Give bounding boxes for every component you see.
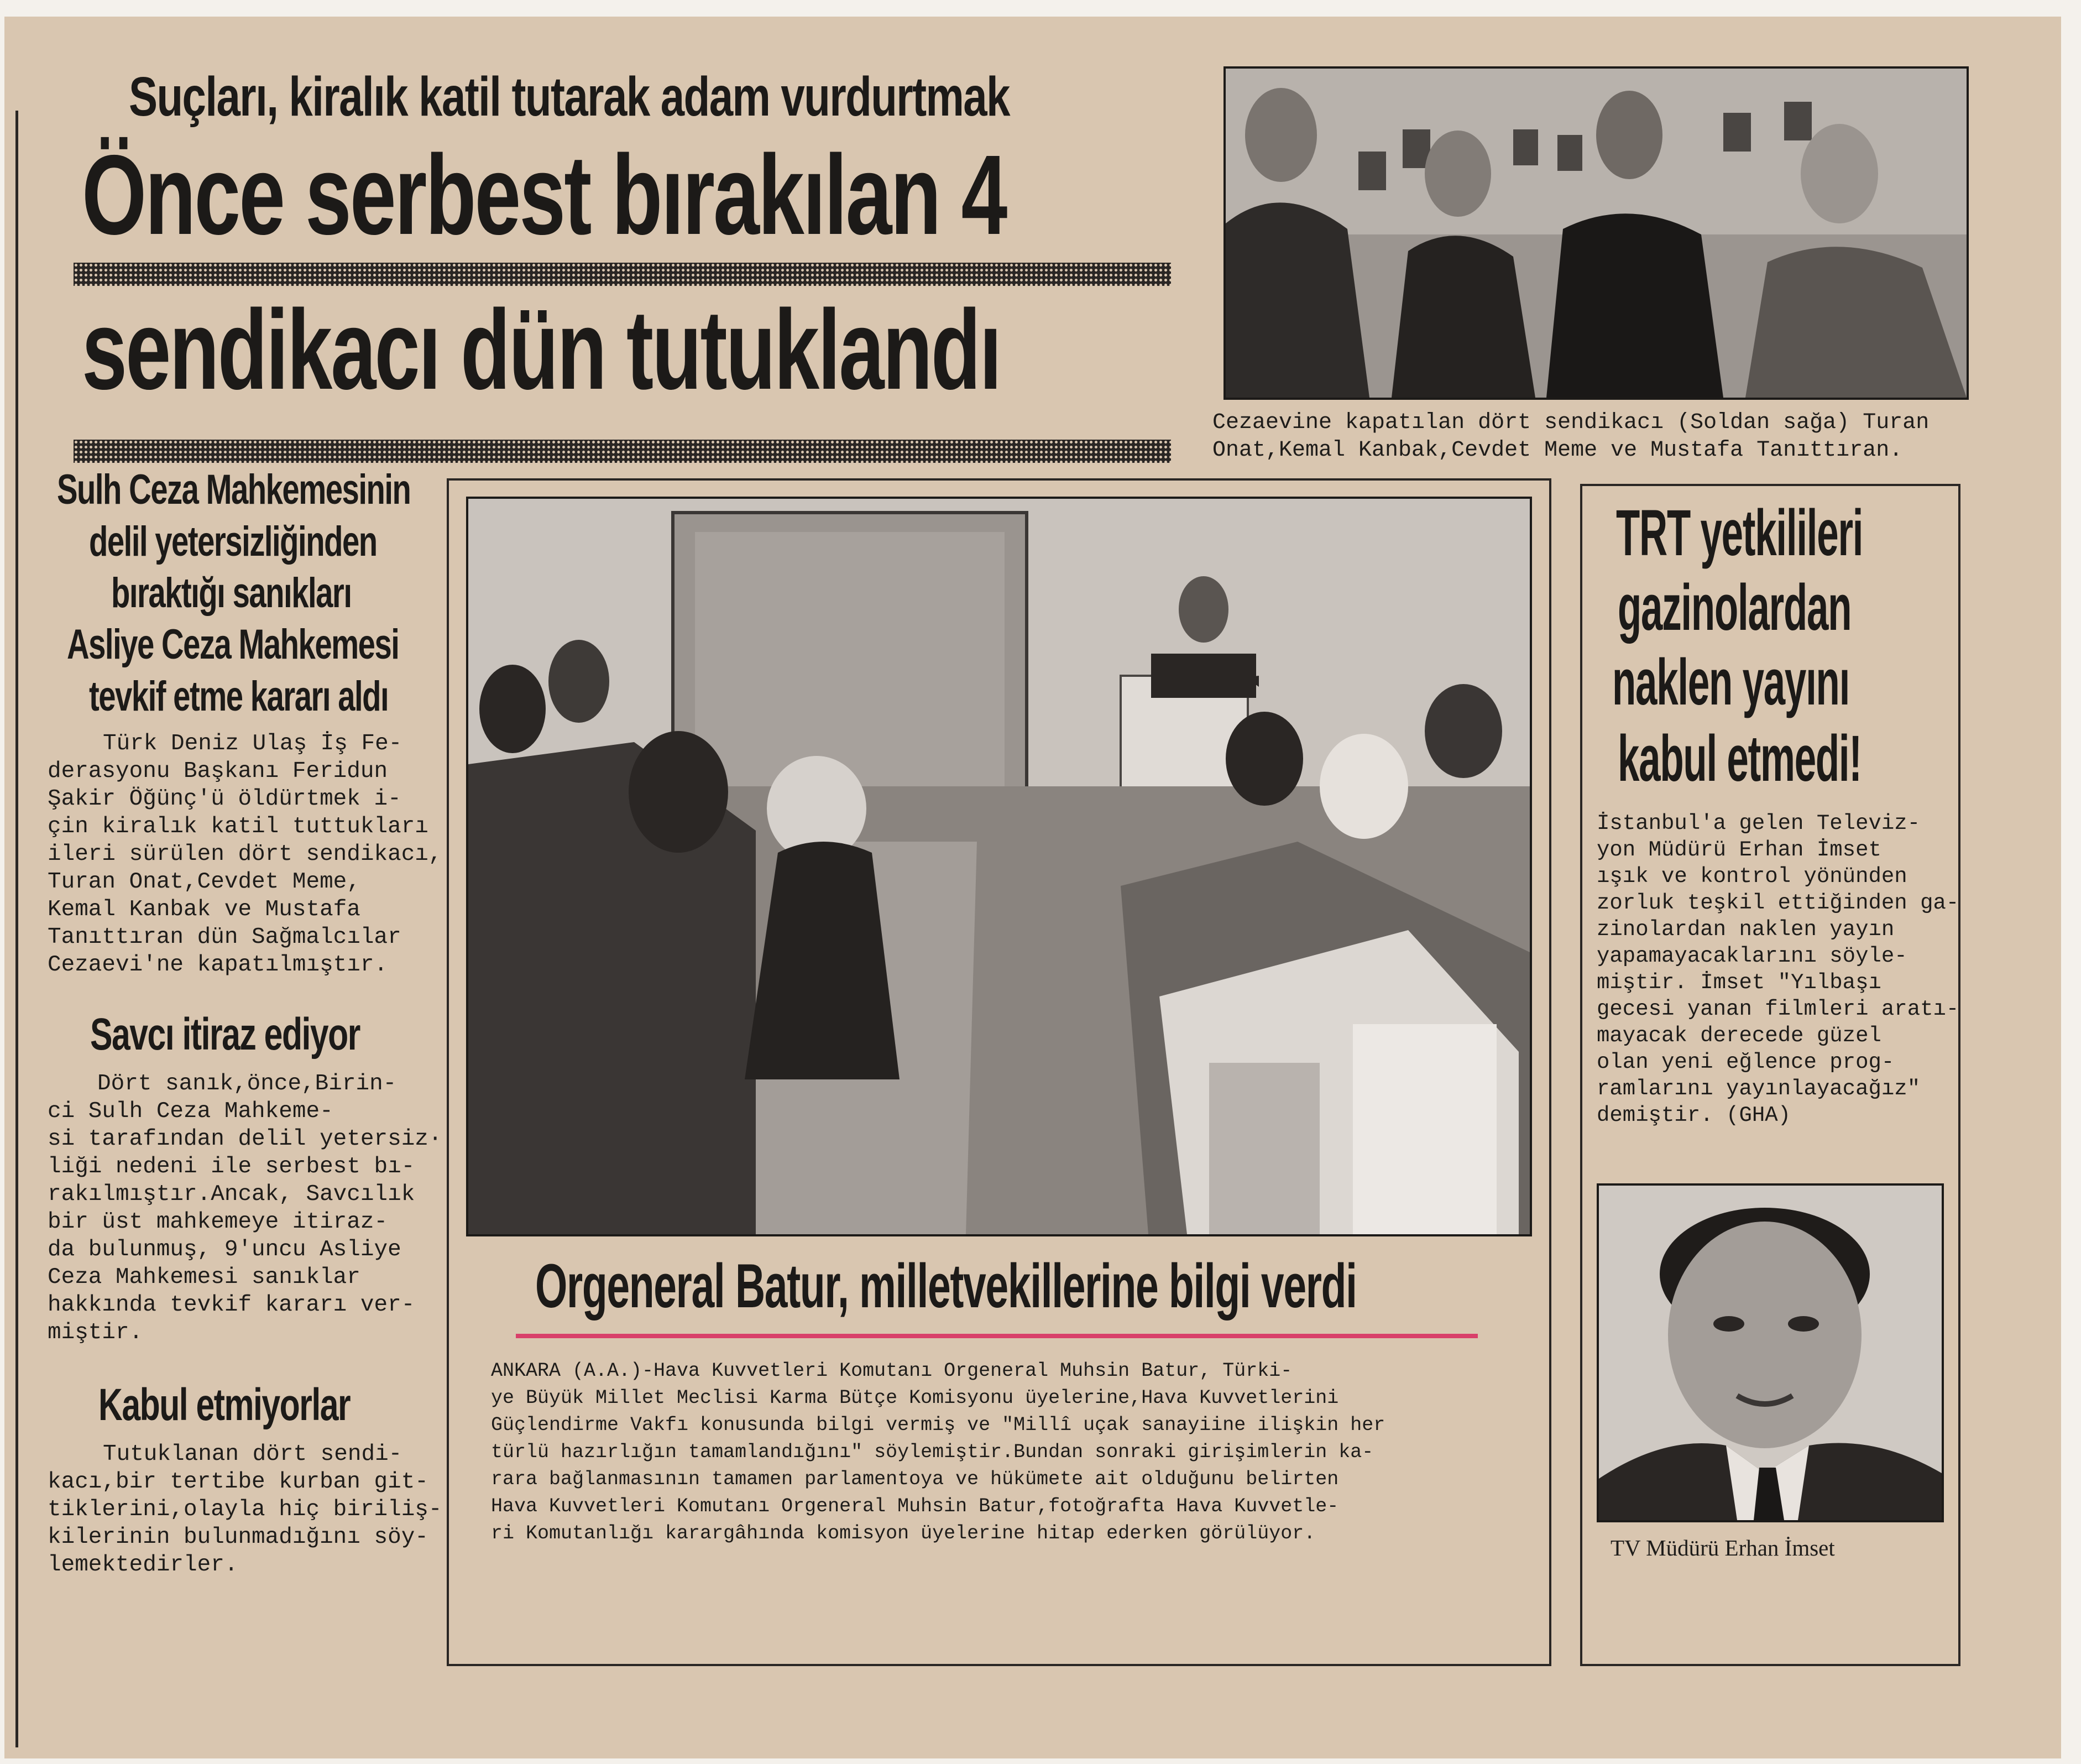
left-para1-line: Kemal Kanbak ve Mustafa	[48, 897, 360, 922]
right-body-line: ramlarını yayınlayacağız"	[1597, 1077, 1921, 1101]
right-body-line: yon Müdürü Erhan İmset	[1597, 838, 1881, 862]
left-para1-line: çin kiralık katil tuttukları	[48, 814, 428, 839]
right-body-line: gecesi yanan filmleri aratı-	[1597, 997, 1959, 1021]
left-para1-line: ileri sürülen dört sendikacı,	[48, 842, 442, 867]
portrait-caption: TV Müdürü Erhan İmset	[1611, 1535, 1835, 1561]
right-body-line: demiştir. (GHA)	[1597, 1103, 1791, 1128]
left-para2-line: miştir.	[48, 1320, 143, 1345]
left-para1-line: Turan Onat,Cevdet Meme,	[48, 869, 360, 895]
center-body-line: ri Komutanlığı karargâhında komisyon üyelerine hitap ederken görülüyor.	[491, 1522, 1316, 1544]
left-para3-line: Tutuklanan dört sendi-	[103, 1442, 402, 1467]
top-photo-caption-2: Onat,Kemal Kanbak,Cevdet Meme ve Mustafa Tanıttıran.	[1212, 438, 1903, 463]
left-para3-line: tiklerini,olayla hiç biriliş-	[48, 1497, 442, 1522]
left-para2-line: Ceza Mahkemesi sanıklar	[48, 1265, 360, 1290]
center-story-headline: Orgeneral Batur, milletvekillerine bilgi verdi	[535, 1251, 1357, 1321]
right-body-line: yapamayacaklarını söyle-	[1597, 944, 1907, 968]
left-para1-line: Türk Deniz Ulaş İş Fe-	[103, 731, 402, 756]
right-headline-3: naklen yayını	[1612, 646, 1850, 719]
left-paragraph-1	[48, 730, 442, 979]
left-subhead-3: bıraktığı sanıkları	[111, 570, 352, 617]
left-para1-line: derasyonu Başkanı Feridun	[48, 759, 388, 784]
right-headline-2: gazinolardan	[1618, 571, 1852, 644]
left-paragraph-3	[48, 1441, 442, 1579]
center-story-body	[491, 1358, 1385, 1547]
right-body-line: zorluk teşkil ettiğinden ga-	[1597, 891, 1959, 915]
right-body-line: zinolardan naklen yayın	[1597, 917, 1895, 942]
center-body-line: rara bağlanmasının tamamen parlamentoya ve hükümete ait olduğunu belirten	[491, 1468, 1339, 1490]
center-body-line: Güçlendirme Vakfı konusunda bilgi vermiş ve "Millî uçak sanayiine ilişkin her	[491, 1414, 1385, 1436]
left-para2-line: hakkında tevkif kararı ver-	[48, 1292, 415, 1318]
conference-illustration	[468, 499, 1530, 1234]
right-headline-1: TRT yetkilileri	[1616, 497, 1863, 570]
conference-photo	[466, 497, 1532, 1236]
center-body-line: türlü hazırlığın tamamlandığını" söylemiştir.Bundan sonraki girişimlerin ka-	[491, 1441, 1374, 1463]
headline-rule-2	[74, 440, 1171, 463]
headline-line-2: sendikacı dün tutuklandı	[82, 286, 1001, 413]
portrait-illustration	[1599, 1186, 1942, 1520]
right-story-body	[1597, 810, 1959, 1129]
newspaper-clipping	[4, 17, 2061, 1758]
right-body-line: İstanbul'a gelen Televiz-	[1597, 811, 1921, 836]
right-body-line: ışık ve kontrol yönünden	[1597, 864, 1907, 889]
left-subhead-kabul: Kabul etmiyorlar	[98, 1380, 351, 1430]
left-para3-line: lemektedirler.	[48, 1552, 238, 1578]
top-photo-caption-1: Cezaevine kapatılan dört sendikacı (Soldan sağa) Turan	[1212, 410, 1930, 435]
center-body-line: ANKARA (A.A.)-Hava Kuvvetleri Komutanı Orgeneral Muhsin Batur, Türki-	[491, 1360, 1293, 1382]
left-subhead-1: Sulh Ceza Mahkemesinin	[57, 466, 411, 513]
left-para2-line: da bulunmuş, 9'uncu Asliye	[48, 1237, 401, 1262]
left-para2-line: bir üst mahkemeye itiraz-	[48, 1209, 388, 1235]
left-para2-line: liği nedeni ile serbest bı-	[48, 1154, 415, 1180]
center-body-line: Hava Kuvvetleri Komutanı Orgeneral Muhsin Batur,fotoğrafta Hava Kuvvetle-	[491, 1495, 1339, 1517]
detained-unionists-photo	[1223, 66, 1969, 400]
headline-kicker: Suçları, kiralık katil tutarak adam vurdurtmak	[129, 66, 1010, 128]
left-subhead-4: Asliye Ceza Mahkemesi	[67, 621, 399, 668]
left-para3-line: kilerinin bulunmadığını söy-	[48, 1525, 428, 1550]
left-para1-line: Şakir Öğünç'ü öldürtmek i-	[48, 786, 401, 812]
left-para2-line: rakılmıştır.Ancak, Savcılık	[48, 1182, 415, 1207]
detained-unionists-illustration	[1226, 69, 1967, 398]
left-para2-line: si tarafından delil yetersiz·	[48, 1126, 442, 1152]
left-subhead-5: tevkif etme kararı aldı	[89, 673, 389, 720]
left-para2-line: ci Sulh Ceza Mahkeme-	[48, 1099, 333, 1124]
left-subhead-savci: Savcı itiraz ediyor	[90, 1009, 360, 1060]
headline-rule-1	[74, 263, 1171, 286]
left-margin-rule	[15, 111, 18, 1747]
left-para3-line: kacı,bir tertibe kurban git-	[48, 1469, 428, 1495]
left-para1-line: Cezaevi'ne kapatılmıştır.	[48, 952, 388, 978]
left-paragraph-2	[48, 1070, 442, 1347]
right-body-line: mayacak derecede güzel	[1597, 1024, 1881, 1048]
center-headline-underline	[516, 1334, 1478, 1338]
left-subhead-2: delil yetersizliğinden	[89, 518, 377, 565]
left-para2-line: Dört sanık,önce,Birin-	[97, 1071, 397, 1097]
left-para1-line: Tanıttıran dün Sağmalcılar	[48, 925, 401, 950]
right-body-line: olan yeni eğlence prog-	[1597, 1050, 1895, 1074]
center-body-line: ye Büyük Millet Meclisi Karma Bütçe Komisyonu üyelerine,Hava Kuvvetlerini	[491, 1387, 1339, 1409]
headline-line-1: Önce serbest bırakılan 4	[82, 132, 1006, 258]
right-headline-4: kabul etmedi!	[1618, 722, 1862, 795]
right-body-line: miştir. İmset "Yılbaşı	[1597, 970, 1881, 995]
erhan-imset-portrait	[1597, 1183, 1944, 1522]
